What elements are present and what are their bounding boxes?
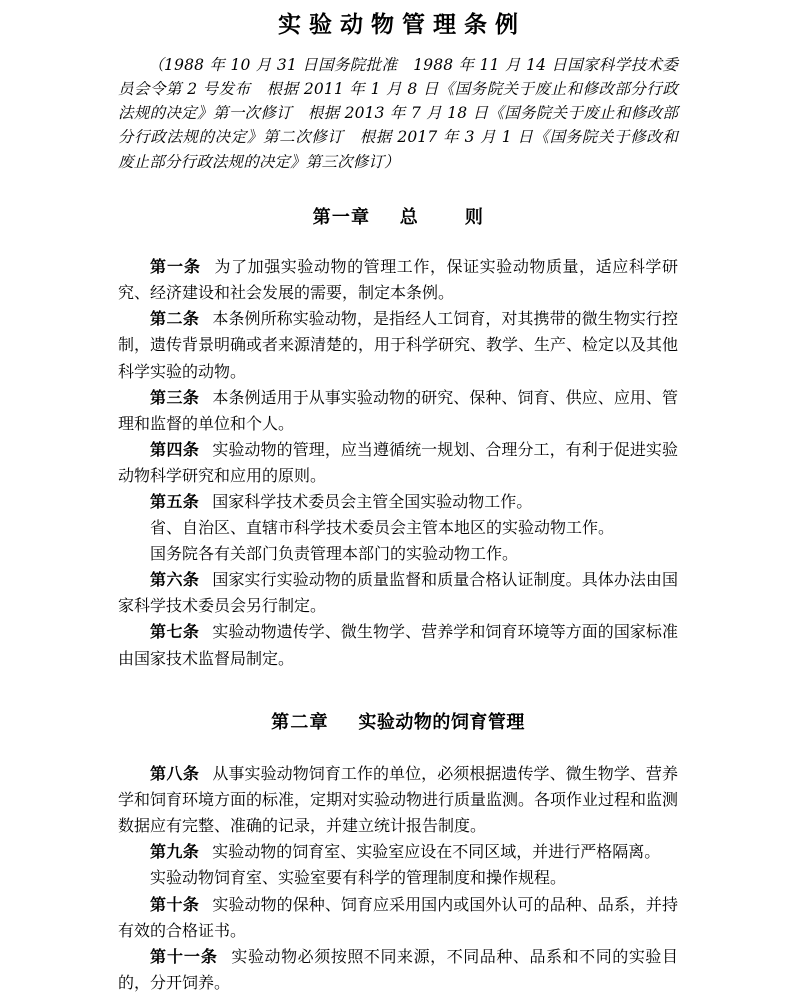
page-title: 实验动物管理条例 xyxy=(278,11,526,38)
article-text: 本条例所称实验动物，是指经人工饲育，对其携带的微生物实行控制，遗传背景明确或者来源清楚的，用于科学研究、教学、生产、检定以及其他科学实验的动物。 xyxy=(118,309,679,381)
article-text: 实验动物遗传学、微生物学、营养学和饲育环境等方面的国家标准由国家技术监督局制定。 xyxy=(118,622,678,668)
preamble-block xyxy=(118,53,678,174)
article-text: 本条例适用于从事实验动物的研究、保种、饲育、供应、应用、管理和监督的单位和个人。 xyxy=(118,387,678,433)
article-label: 第五条 xyxy=(150,492,200,511)
article-5-sub-1: 省、自治区、直辖市科学技术委员会主管本地区的实验动物工作。 xyxy=(150,518,615,538)
article-text: 实验动物的保种、饲育应采用国内或国外认可的品种、品系，并持有效的合格证书。 xyxy=(118,894,678,940)
article-text: 实验动物的管理，应当遵循统一规划、合理分工，有利于促进实验动物科学研究和应用的原则。 xyxy=(118,439,678,485)
article-text: 为了加强实验动物的管理工作，保证实验动物质量，适应科学研究、经济建设和社会发展的需要，制定本条例。 xyxy=(118,257,678,303)
article-label: 第十条 xyxy=(150,894,200,914)
chapter-name-2: 实验动物的饲育管理 xyxy=(358,711,525,733)
article-label: 第二条 xyxy=(150,309,200,329)
article-label: 第十一条 xyxy=(150,946,218,966)
article-7 xyxy=(118,619,678,671)
chapter-name-1b: 则 xyxy=(464,206,484,228)
article-text: 国家科学技术委员会主管全国实验动物工作。 xyxy=(212,492,533,511)
article-5 xyxy=(118,489,678,515)
article-9 xyxy=(118,839,678,865)
article-11 xyxy=(118,944,678,996)
article-label: 第九条 xyxy=(150,842,200,862)
preamble-text: （1988 年 10 月 31 日国务院批准 1988 年 11 月 14 日国家科学技术委员会令第 2 号发布 根据 2011 年 1 月 8 日《国务院关于废止和修改部分行政法规的决定》第一次修订 根据 2013 年 7 月 18 日《国务院关于废止和修改部分行政法规的决定》第二次修订 根据 2017 年 3 月 1 日《国务院关于修改和废止部分行政法规的决定》第三次修订） xyxy=(118,55,678,171)
article-3 xyxy=(118,385,678,437)
article-label: 第八条 xyxy=(150,764,200,784)
article-4 xyxy=(118,437,678,489)
article-label: 第四条 xyxy=(150,439,200,459)
article-2 xyxy=(118,306,678,384)
article-10 xyxy=(118,892,678,944)
article-5-sub-2: 国务院各有关部门负责管理本部门的实验动物工作。 xyxy=(150,544,519,564)
article-text: 国家实行实验动物的质量监督和质量合格认证制度。具体办法由国家科学技术委员会另行制定。 xyxy=(118,570,678,616)
article-6 xyxy=(118,567,678,619)
article-label: 第一条 xyxy=(150,257,201,277)
article-text: 实验动物必须按照不同来源，不同品种、品系和不同的实验目的，分开饲养。 xyxy=(118,946,678,992)
chapter-heading-1 xyxy=(118,206,678,229)
article-9-sub-1: 实验动物饲育室、实验室要有科学的管理制度和操作规程。 xyxy=(150,868,567,888)
article-8 xyxy=(118,761,678,839)
article-text: 实验动物的饲育室、实验室应设在不同区域，并进行严格隔离。 xyxy=(212,842,661,862)
chapter-number-2: 第二章 xyxy=(271,711,329,733)
chapter-number-1: 第一章 xyxy=(312,206,371,228)
chapter-name-1a: 总 xyxy=(399,206,419,228)
article-label: 第三条 xyxy=(150,387,200,407)
article-list-chapter-1 xyxy=(118,254,678,672)
article-text: 从事实验动物饲育工作的单位，必须根据遗传学、微生物学、营养学和饲育环境方面的标准，定期对实验动物进行质量监测。各项作业过程和监测数据应有完整、准确的记录，并建立统计报告制度。 xyxy=(118,764,679,836)
article-label: 第六条 xyxy=(150,570,200,590)
article-label: 第七条 xyxy=(150,622,200,642)
article-list-chapter-2 xyxy=(118,761,678,996)
article-1 xyxy=(118,254,678,306)
chapter-heading-2 xyxy=(118,711,678,734)
document-body xyxy=(118,0,678,996)
